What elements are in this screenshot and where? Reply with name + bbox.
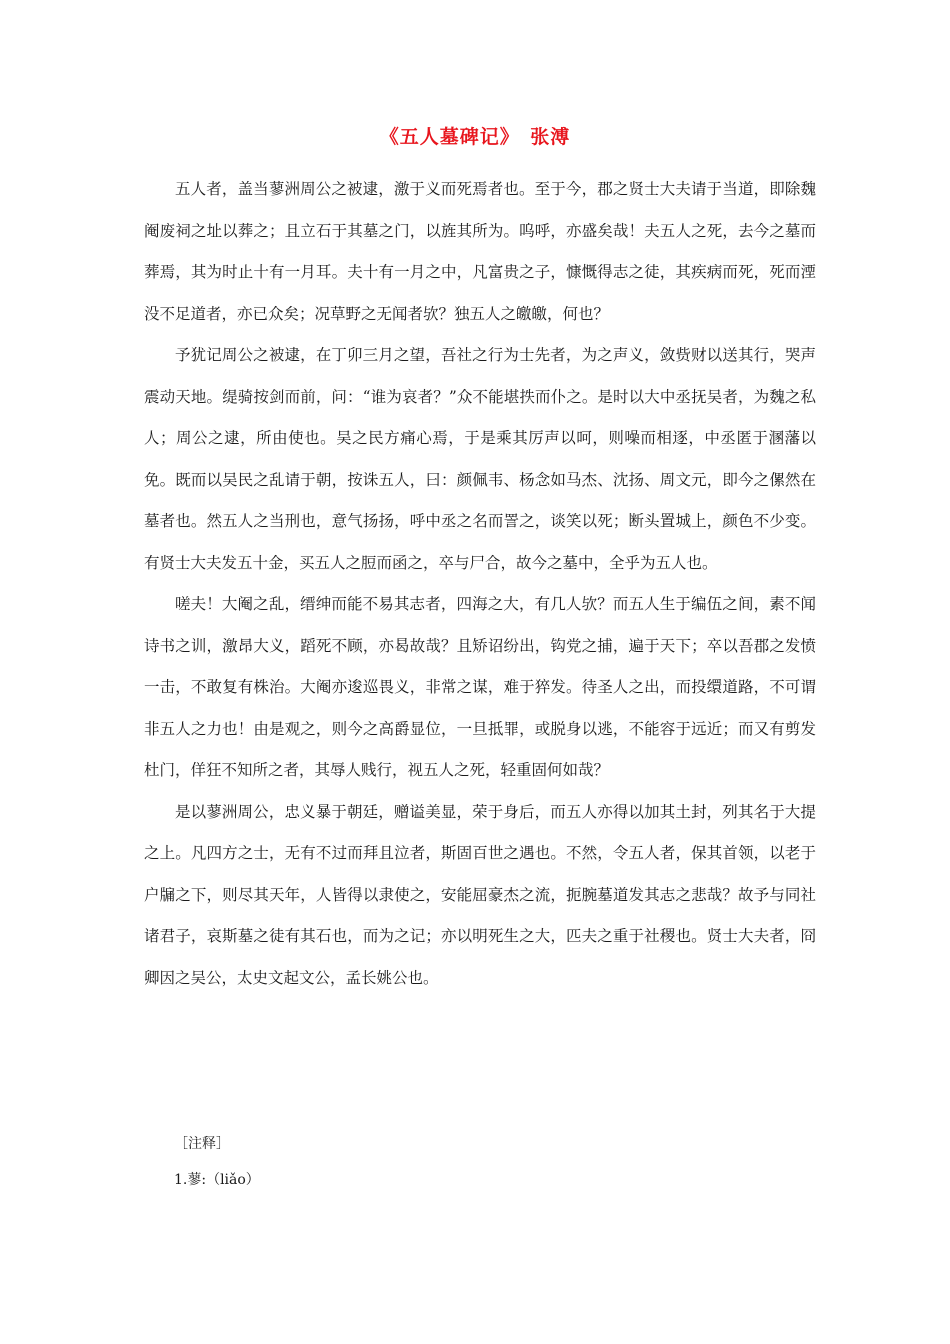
paragraph-3: 嗟夫！大阉之乱，缙绅而能不易其志者，四海之大，有几人欤？而五人生于编伍之间，素不闻诗书之训，激昂大义，蹈死不顾，亦曷故哉？且矫诏纷出，钩党之捕，遍于天下；卒以吾郡之发愤一击，不敢复有株治。大阉亦逡巡畏义，非常之谋，难于猝发。待圣人之出，而投缳道路，不可谓非五人之力也！由是观之，则今之高爵显位，一旦抵罪，或脱身以逃，不能容于远近；而又有剪发杜门，佯狂不知所之者，其辱人贱行，视五人之死，轻重固何如哉？ — [144, 595, 816, 779]
notes-heading: ［注释］ — [174, 1136, 230, 1152]
note-item-1: 1.蓼:（liǎo） — [174, 1172, 260, 1188]
notes-section — [174, 1126, 260, 1198]
paragraph-2: 予犹记周公之被逮，在丁卯三月之望，吾社之行为士先者，为之声义，敛赀财以送其行，哭声震动天地。缇骑按剑而前，问：“谁为哀者？”众不能堪抶而仆之。是时以大中丞抚吴者，为魏之私人；周公之逮，所由使也。吴之民方痛心焉，于是乘其厉声以呵，则噪而相逐，中丞匿于溷藩以免。既而以吴民之乱请于朝，按诛五人，曰：颜佩韦、杨念如马杰、沈扬、周文元，即今之傫然在墓者也。然五人之当刑也，意气扬扬，呼中丞之名而詈之，谈笑以死；断头置城上，颜色不少变。有贤士大夫发五十金，买五人之脰而函之，卒与尸合，故今之墓中，全乎为五人也。 — [144, 346, 816, 572]
document-title: 《五人墓碑记》 张溥 — [379, 126, 571, 148]
paragraph-4: 是以蓼洲周公，忠义暴于朝廷，赠谥美显，荣于身后，而五人亦得以加其土封，列其名于大提之上。凡四方之士，无有不过而拜且泣者，斯固百世之遇也。不然，令五人者，保其首领，以老于户牖之下，则尽其天年，人皆得以隶使之，安能屈豪杰之流，扼腕墓道发其志之悲哉？故予与同社诸君子，哀斯墓之徒有其石也，而为之记；亦以明死生之大，匹夫之重于社稷也。贤士大夫者，冏卿因之吴公，太史文起文公，孟长姚公也。 — [144, 802, 816, 987]
paragraph-1: 五人者，盖当蓼洲周公之被逮，激于义而死焉者也。至于今，郡之贤士大夫请于当道，即除魏阉废祠之址以葬之；且立石于其墓之门，以旌其所为。呜呼，亦盛矣哉！夫五人之死，去今之墓而葬焉，其为时止十有一月耳。夫十有一月之中，凡富贵之子，慷慨得志之徒，其疾病而死，死而湮没不足道者，亦已众矣；况草野之无闻者欤？独五人之皦皦，何也？ — [144, 180, 816, 323]
document-body — [144, 169, 816, 999]
